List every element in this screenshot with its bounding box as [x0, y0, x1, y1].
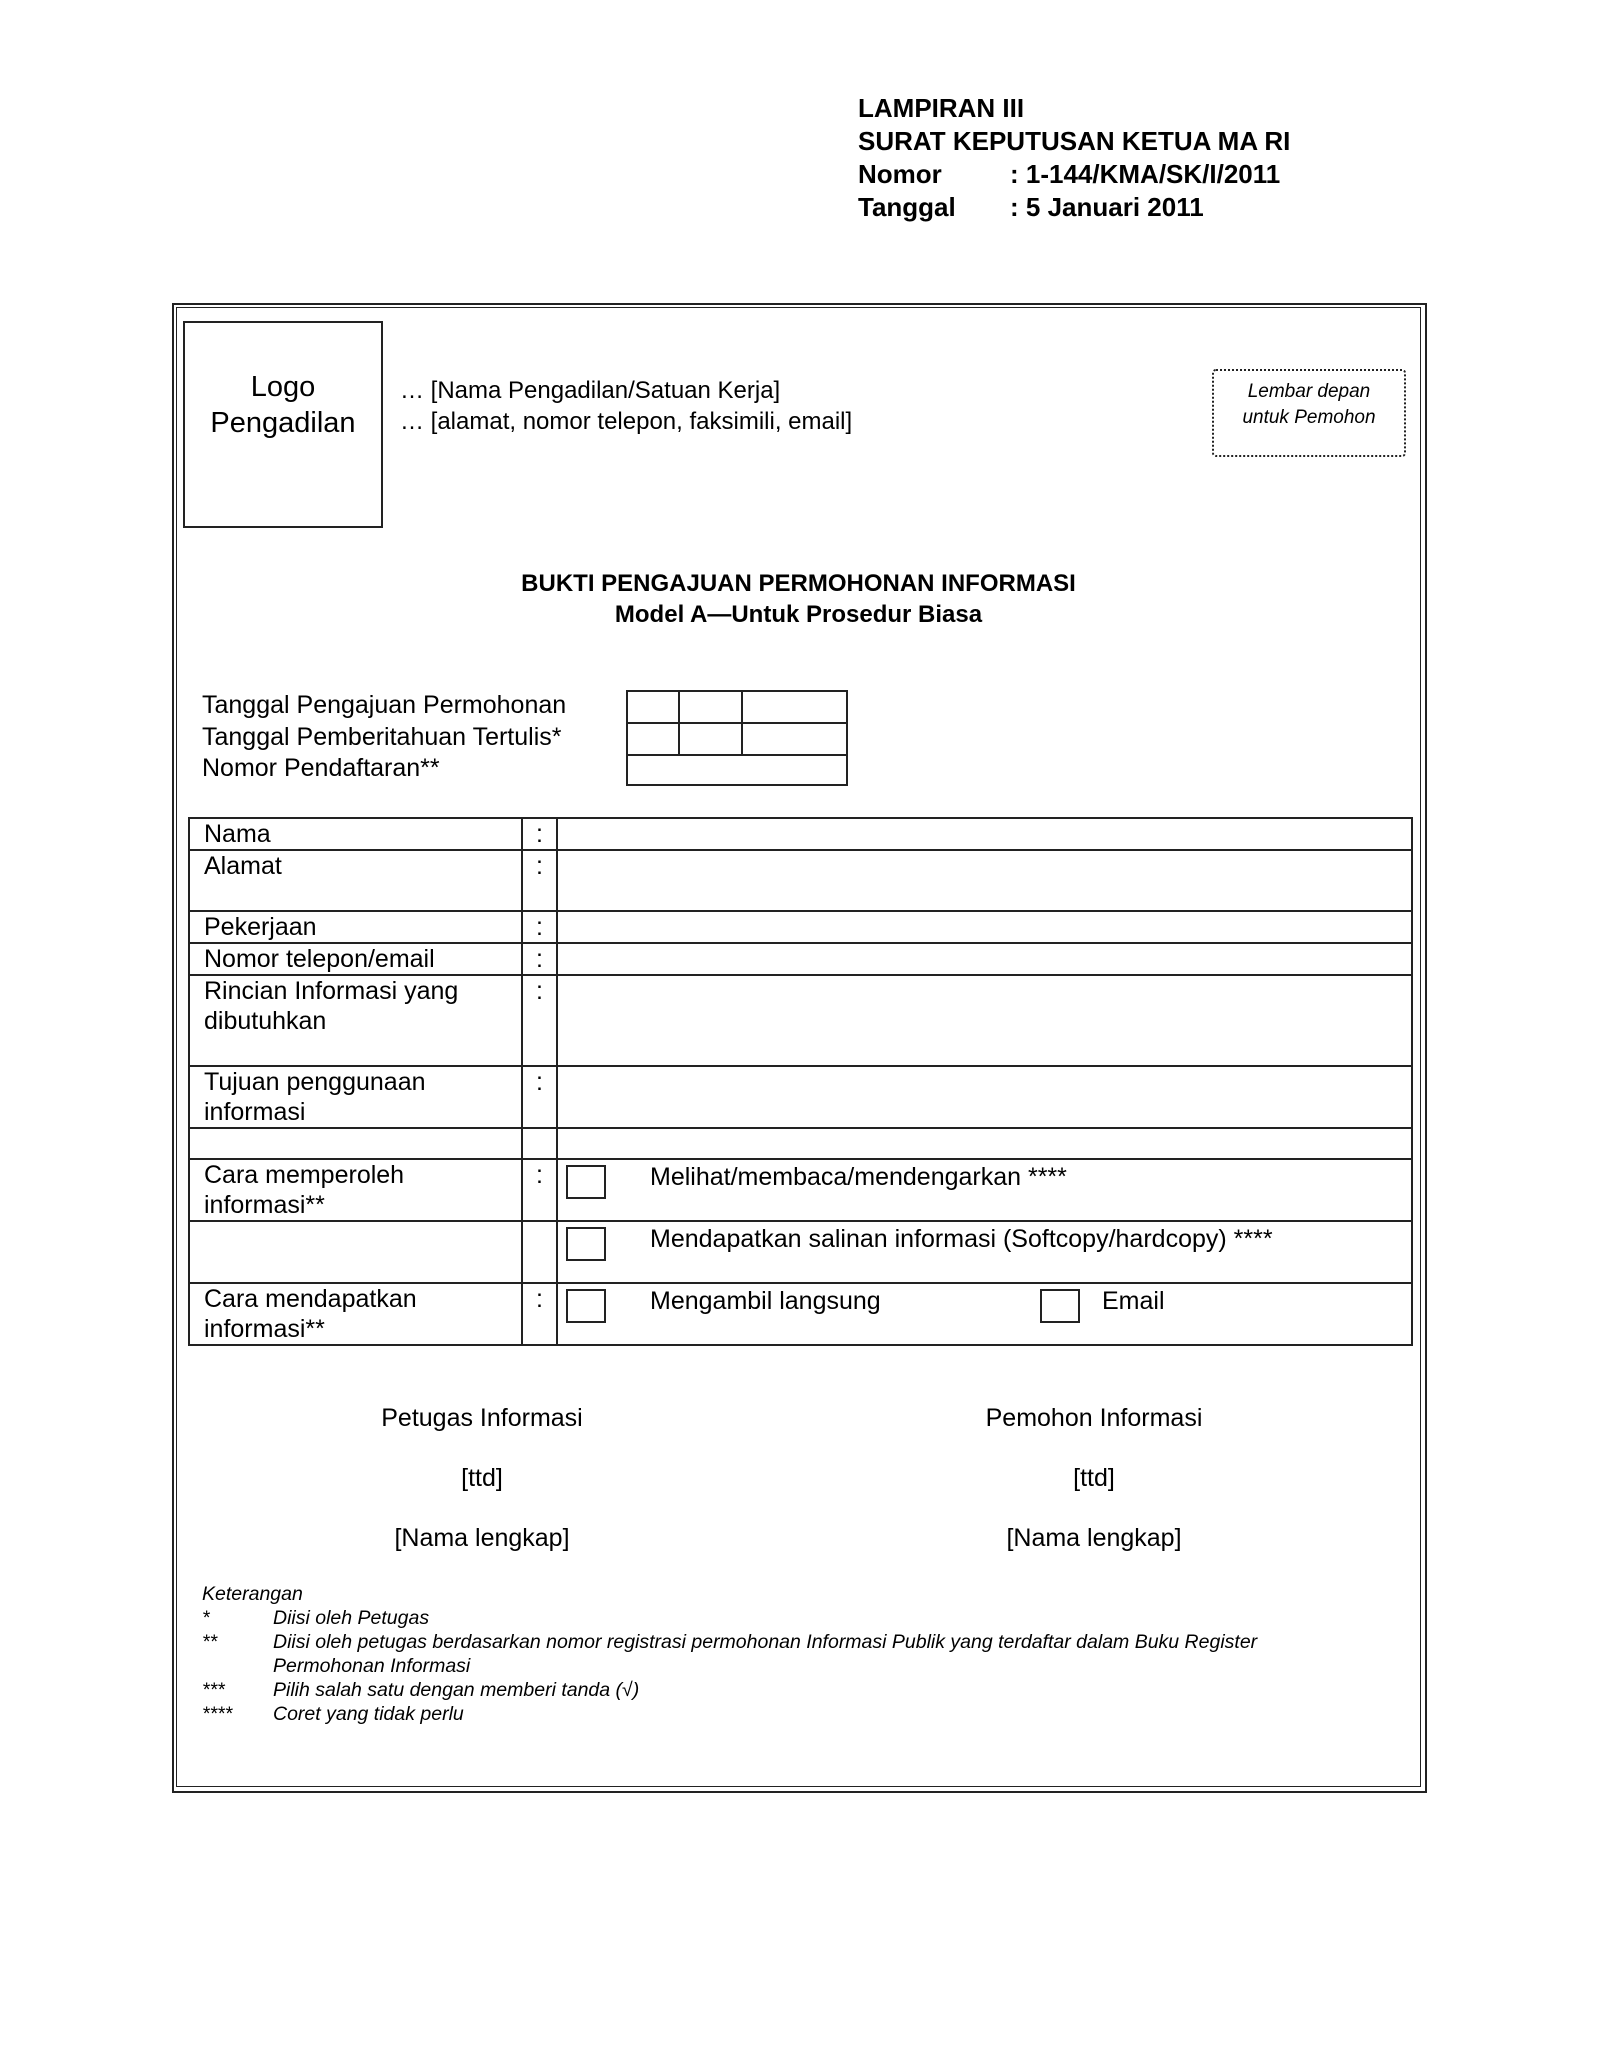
checkbox-pickup[interactable] [566, 1289, 606, 1323]
row-label: Nomor telepon/email [189, 943, 522, 975]
empty-colon-cell [522, 1221, 557, 1283]
sheet-note-line2: untuk Pemohon [1242, 407, 1376, 428]
row-label: Rincian Informasi yang dibutuhkan [189, 975, 522, 1066]
occupation-field[interactable] [557, 911, 1412, 943]
row-colon: : [522, 1159, 557, 1221]
access-option-cell [557, 1221, 1412, 1283]
court-name: … [Nama Pengadilan/Satuan Kerja] [400, 377, 781, 404]
note-text: Coret yang tidak perlu [273, 1703, 464, 1725]
note-text: Pilih salah satu dengan memberi tanda (√) [273, 1679, 640, 1701]
signature-role: Pemohon Informasi [985, 1404, 1203, 1432]
lampiran-header [858, 92, 1290, 224]
row-label: Cara memperoleh informasi** [189, 1159, 522, 1221]
row-colon: : [522, 943, 557, 975]
sheet-note-box [1212, 369, 1406, 457]
table-row [189, 850, 1412, 911]
date-submitted-month-cell[interactable] [680, 692, 743, 724]
registration-number-label: Nomor Pendaftaran** [202, 754, 440, 782]
row-colon: : [522, 818, 557, 850]
purpose-field[interactable] [557, 1066, 1412, 1128]
logo-line2: Pengadilan [210, 407, 356, 439]
table-row [189, 1159, 1412, 1221]
date-notified-month-cell[interactable] [680, 724, 743, 756]
sheet-note-line1: Lembar depan [1247, 381, 1371, 402]
spacer-cell [189, 1128, 522, 1159]
row-label: Alamat [189, 850, 522, 911]
address-field[interactable] [557, 850, 1412, 911]
document-title-sub: Model A—Untuk Prosedur Biasa [614, 601, 983, 628]
table-row [189, 943, 1412, 975]
information-details-field[interactable] [557, 975, 1412, 1066]
court-contact: … [alamat, nomor telepon, faksimili, email] [400, 408, 853, 435]
date-notified-label: Tanggal Pemberitahuan Tertulis* [202, 722, 562, 751]
checkbox-copy[interactable] [566, 1227, 606, 1261]
row-label: Nama [189, 818, 522, 850]
access-option-cell [557, 1159, 1412, 1221]
document-title [176, 568, 1421, 630]
signature-mark: [ttd] [461, 1464, 503, 1492]
date-submitted-year-cell[interactable] [743, 692, 846, 724]
dates-labels [202, 690, 566, 785]
date-submitted-day-cell[interactable] [628, 692, 680, 724]
checkbox-email[interactable] [1040, 1289, 1080, 1323]
signature-mark: [ttd] [1073, 1464, 1115, 1492]
dates-grid [626, 690, 848, 786]
empty-label-cell [189, 1221, 522, 1283]
table-row [189, 1066, 1412, 1128]
decree-title: SURAT KEPUTUSAN KETUA MA RI [858, 126, 1291, 156]
date-notified-day-cell[interactable] [628, 724, 680, 756]
option-label: Mendapatkan salinan informasi (Softcopy/hardcopy) **** [650, 1225, 1273, 1253]
date-notified-year-cell[interactable] [743, 724, 846, 756]
checkbox-view[interactable] [566, 1165, 606, 1199]
note-text: Diisi oleh petugas berdasarkan nomor registrasi permohonan Informasi Publik yang terdaftar dalam Buku Register Permohonan Informasi [273, 1631, 1258, 1677]
signature-name: [Nama lengkap] [394, 1524, 570, 1552]
signature-officer [272, 1403, 692, 1583]
name-field[interactable] [557, 818, 1412, 850]
table-row-spacer [189, 1128, 1412, 1159]
phone-email-field[interactable] [557, 943, 1412, 975]
court-info [400, 375, 852, 437]
nomor-value: : 1-144/KMA/SK/I/2011 [1010, 159, 1281, 189]
note-item [202, 1630, 1343, 1678]
row-colon: : [522, 850, 557, 911]
nomor-label: Nomor [858, 159, 942, 189]
signature-applicant [884, 1403, 1304, 1583]
note-mark: * [202, 1607, 210, 1629]
note-item [202, 1678, 1343, 1702]
tanggal-row [858, 191, 1290, 224]
logo-line1: Logo [250, 371, 316, 403]
delivery-options [572, 1284, 1411, 1323]
option-label: Melihat/membaca/mendengarkan **** [650, 1163, 1067, 1191]
table-row [189, 1283, 1412, 1345]
row-label: Pekerjaan [189, 911, 522, 943]
row-colon: : [522, 1283, 557, 1345]
lampiran-title: LAMPIRAN III [858, 93, 1025, 123]
table-row [189, 911, 1412, 943]
table-row [189, 818, 1412, 850]
date-submitted-label: Tanggal Pengajuan Permohonan [202, 691, 567, 719]
spacer-cell [557, 1128, 1412, 1159]
logo-placeholder [183, 321, 383, 528]
row-colon: : [522, 911, 557, 943]
delivery-option-cell [557, 1283, 1412, 1345]
tanggal-value: : 5 Januari 2011 [1010, 192, 1204, 222]
signature-role: Petugas Informasi [381, 1404, 583, 1432]
option-label: Mengambil langsung [650, 1287, 881, 1315]
row-label: Cara mendapatkan informasi** [189, 1283, 522, 1345]
table-row [189, 1221, 1412, 1283]
applicant-form-table [188, 817, 1413, 1346]
table-row [189, 975, 1412, 1066]
access-option-view[interactable] [572, 1160, 1411, 1199]
option-label: Email [1102, 1287, 1165, 1315]
signature-name: [Nama lengkap] [1006, 1524, 1182, 1552]
registration-number-cell[interactable] [628, 756, 846, 784]
tanggal-label: Tanggal [858, 192, 956, 222]
note-mark: **** [202, 1703, 233, 1725]
note-item [202, 1702, 1343, 1726]
row-colon: : [522, 1066, 557, 1128]
access-option-copy[interactable] [572, 1222, 1411, 1261]
document-title-main: BUKTI PENGAJUAN PERMOHONAN INFORMASI [521, 570, 1076, 597]
row-colon: : [522, 975, 557, 1066]
note-mark: ** [202, 1631, 218, 1653]
spacer-cell [522, 1128, 557, 1159]
notes-section [202, 1582, 1343, 1726]
note-text: Diisi oleh Petugas [273, 1607, 430, 1629]
note-item [202, 1606, 1343, 1630]
nomor-row [858, 158, 1290, 191]
note-mark: *** [202, 1679, 225, 1701]
notes-title: Keterangan [202, 1583, 303, 1605]
row-label: Tujuan penggunaan informasi [189, 1066, 522, 1128]
